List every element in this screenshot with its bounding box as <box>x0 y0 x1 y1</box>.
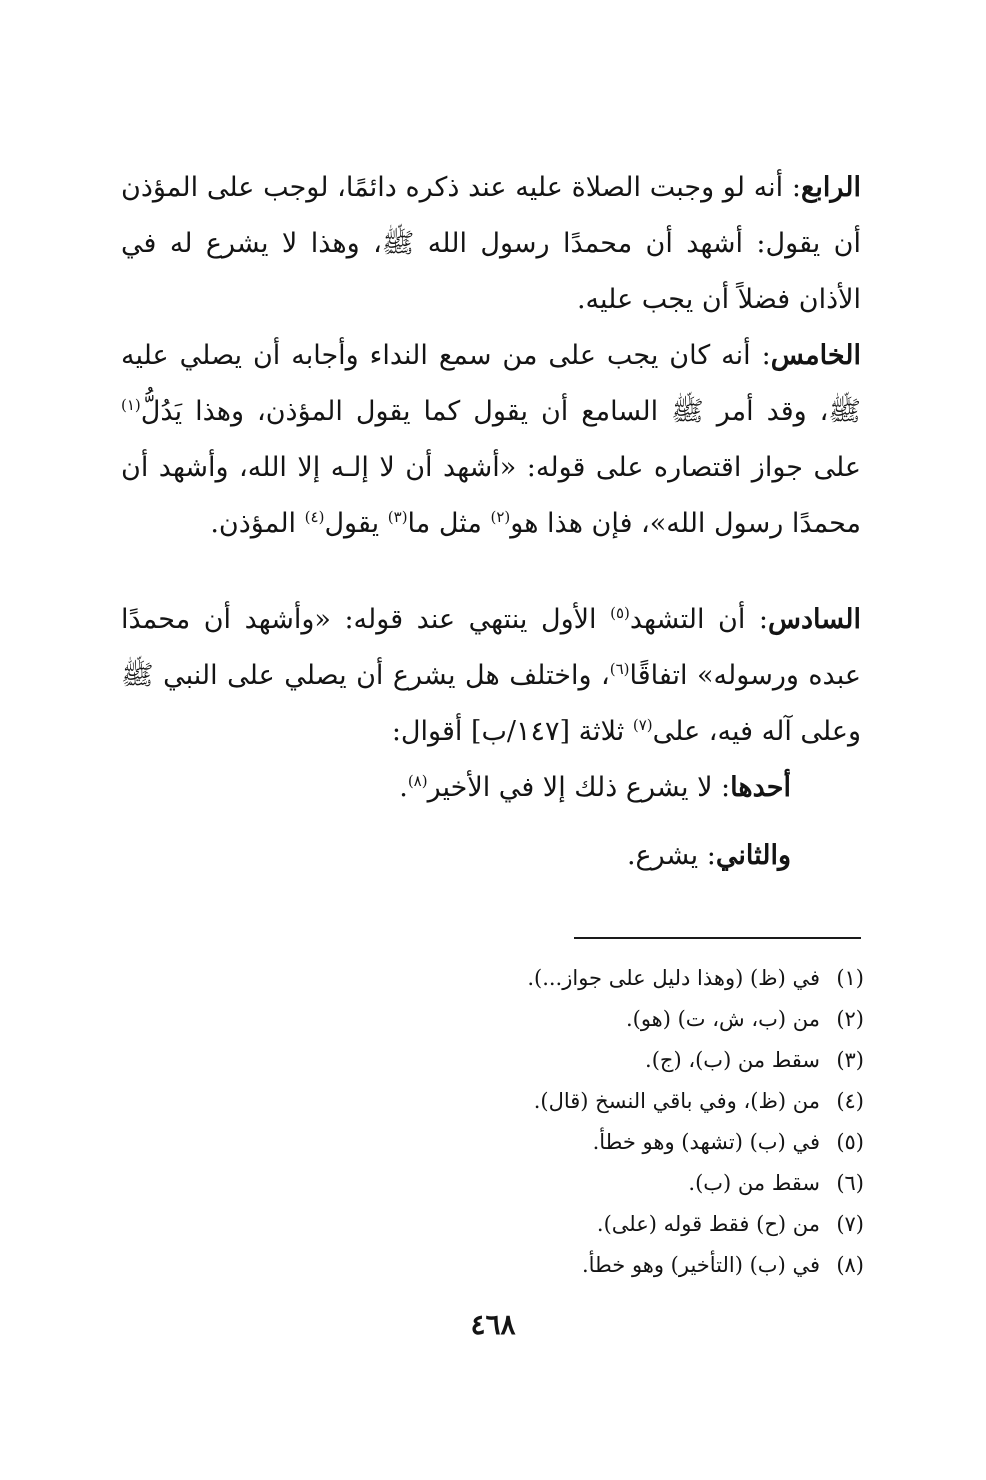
page-number: ٤٦٨ <box>470 1308 516 1341</box>
footnote-marker: (٨) <box>407 772 428 790</box>
footnote-item <box>364 958 864 999</box>
sub-item-text: : يشرع. <box>626 840 716 871</box>
footnote-number: (٥) <box>836 1130 864 1154</box>
sub-item-tail: . <box>399 772 408 803</box>
footnote-number: (١) <box>836 966 864 990</box>
paragraph-fifth <box>121 328 861 552</box>
footnote-text: في (ب) (التأخير) وهو خطأ. <box>581 1253 820 1277</box>
paragraph-text: مثل ما <box>407 508 491 539</box>
paragraph-text: ثلاثة [١٤٧/ب] أقوال: <box>391 716 633 747</box>
footnote-text: في (ب) (تشهد) وهو خطأ. <box>592 1130 820 1154</box>
footnote-number: (٢) <box>836 1007 864 1031</box>
sub-item-lead: والثاني <box>715 840 791 871</box>
footnote-marker: (٤) <box>304 508 325 526</box>
footnote-text: من (ظ)، وفي باقي النسخ (قال). <box>533 1089 820 1113</box>
footnote-text: من (ب، ش، ت) (هو). <box>625 1007 820 1031</box>
footnote-number: (٣) <box>836 1048 864 1072</box>
footnote-marker: (١) <box>121 396 141 414</box>
footnote-number: (٨) <box>836 1253 864 1277</box>
sub-item-first <box>399 760 791 816</box>
paragraph-fourth <box>121 160 861 328</box>
footnote-item <box>364 1081 864 1122</box>
footnote-number: (٤) <box>836 1089 864 1113</box>
footnote-marker: (٥) <box>610 604 630 622</box>
footnote-item <box>364 1204 864 1245</box>
paragraph-lead: الخامس <box>770 340 861 371</box>
footnote-number: (٧) <box>836 1212 864 1236</box>
footnote-marker: (٦) <box>609 660 630 678</box>
paragraph-sixth <box>121 592 861 760</box>
footnote-marker: (٢) <box>490 508 511 526</box>
paragraph-text: : أنه كان يجب على من سمع النداء وأجابه أن يصلي عليه ﷺ، وقد أمر ﷺ السامع أن يقول كما يقول المؤذن، وهذا يَدُلُّ <box>121 340 861 427</box>
paragraph-text: الأول ينتهي عند قوله: «وأشهد أن محمدًا عبده ورسوله» اتفاقًا <box>121 604 861 691</box>
paragraph-text: : أنه لو وجبت الصلاة عليه عند ذكره دائمًا، لوجب على المؤذن أن يقول: أشهد أن محمدًا رسول الله ﷺ، وهذا لا يشرع له في الأذان فضلاً أن يجب عليه. <box>121 172 861 315</box>
footnote-text: سقط من (ب). <box>688 1171 820 1195</box>
footnote-number: (٦) <box>836 1171 864 1195</box>
footnote-item <box>364 1163 864 1204</box>
sub-item-text: : لا يشرع ذلك إلا في الأخير <box>427 772 731 803</box>
footnote-marker: (٧) <box>632 716 653 734</box>
footnote-item <box>364 999 864 1040</box>
footnote-text: سقط من (ب)، (ج). <box>645 1048 820 1072</box>
paragraph-text: : أن التشهد <box>629 604 768 635</box>
sub-item-second <box>627 828 791 884</box>
sub-item-lead: أحدها <box>730 772 791 803</box>
paragraph-text: المؤذن. <box>210 508 305 539</box>
footnotes-list <box>364 958 864 1286</box>
footnote-item <box>364 1245 864 1286</box>
paragraph-text: على جواز اقتصاره على قوله: «أشهد أن لا إلـه إلا الله، وأشهد أن محمدًا رسول الله»، فإن هذا هو <box>121 452 861 539</box>
paragraph-lead: الرابع <box>800 172 861 203</box>
footnote-text: من (ح) فقط قوله (على). <box>596 1212 820 1236</box>
footnote-item <box>364 1040 864 1081</box>
footnote-marker: (٣) <box>387 508 408 526</box>
footnote-text: في (ظ) (وهذا دليل على جواز...). <box>527 966 820 990</box>
paragraph-text: يقول <box>324 508 388 539</box>
footnote-item <box>364 1122 864 1163</box>
paragraph-lead: السادس <box>767 604 862 635</box>
paragraph-text: ، واختلف هل يشرع أن يصلي على النبي ﷺ وعلى آله فيه، على <box>121 660 861 747</box>
footnote-divider <box>574 937 861 939</box>
